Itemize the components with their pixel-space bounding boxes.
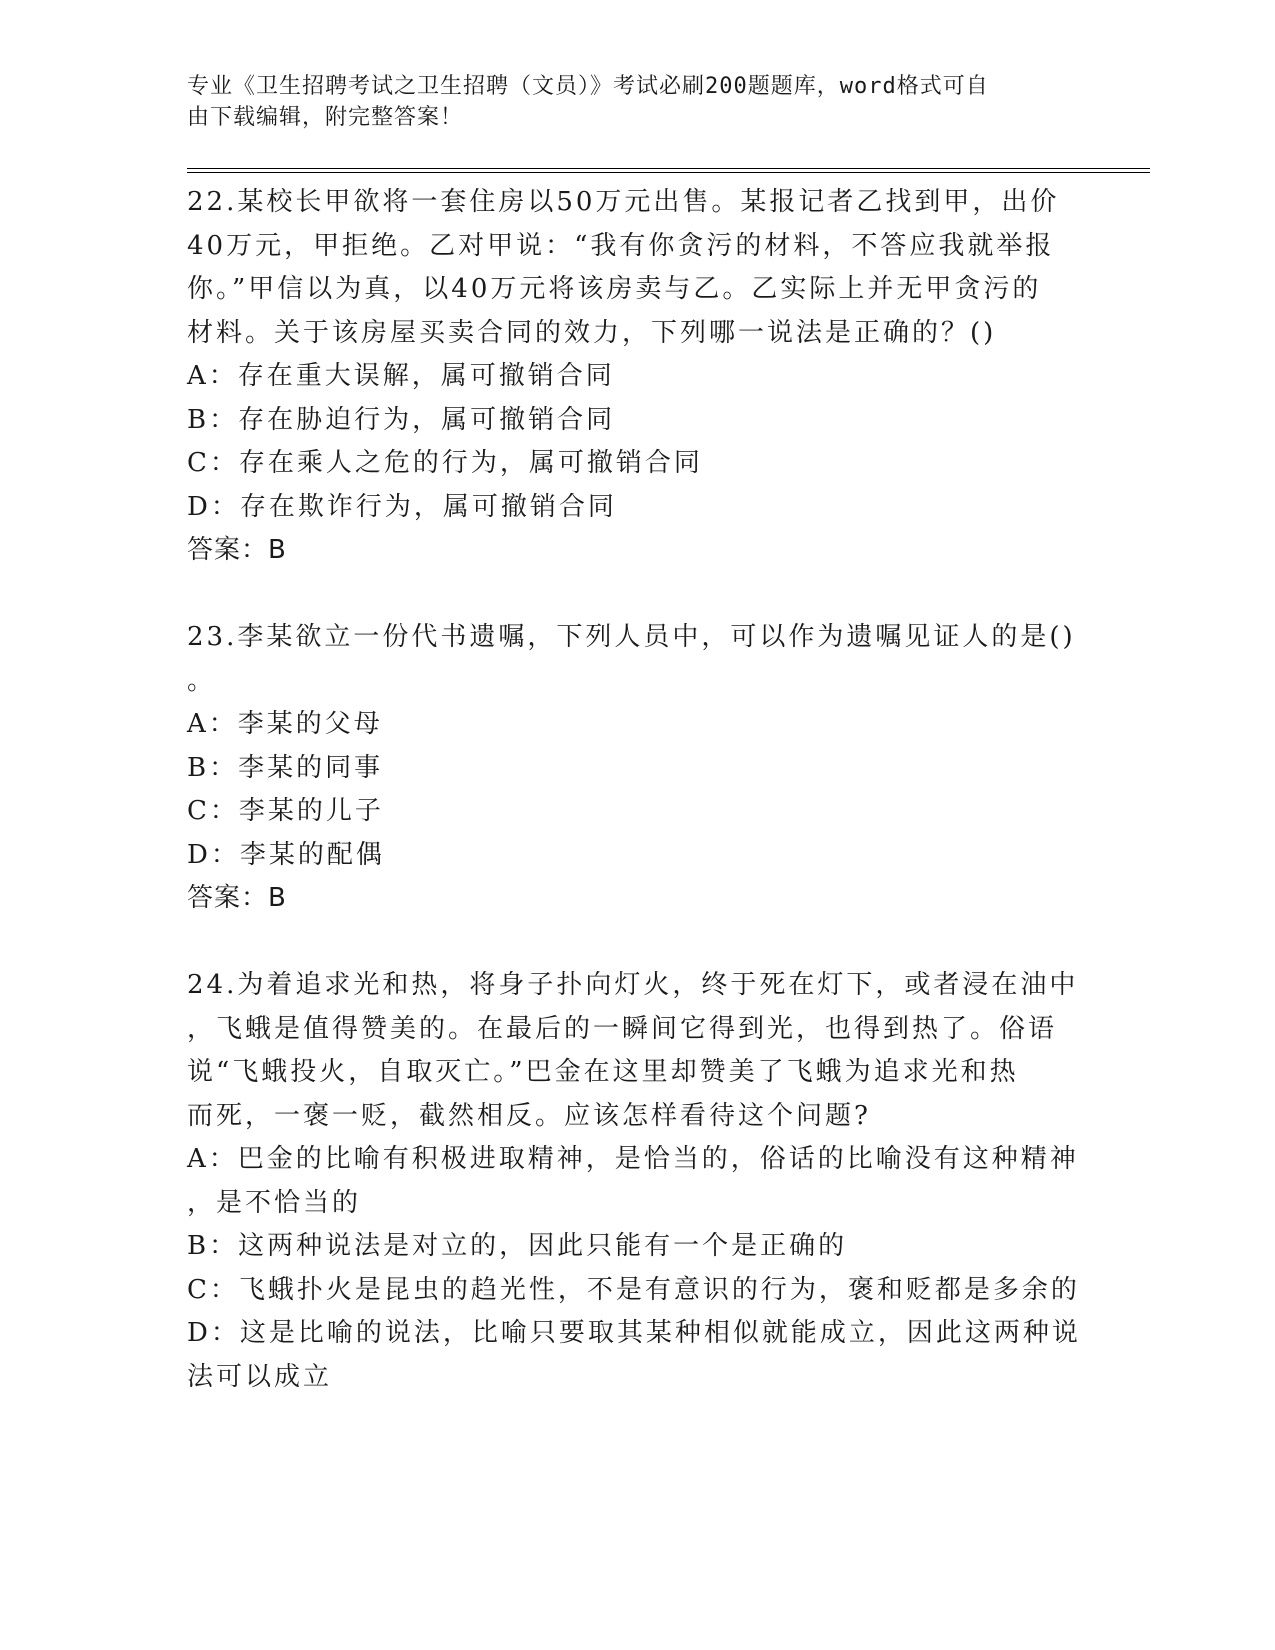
question-stem-line: 材料。关于该房屋买卖合同的效力，下列哪一说法是正确的？() [187, 318, 997, 348]
option-d: D：这是比喻的说法，比喻只要取其某种相似就能成立，因此这两种说 [187, 1318, 1081, 1348]
question-stem-line: 你。”甲信以为真，以40万元将该房卖与乙。乙实际上并无甲贪污的 [187, 274, 1042, 304]
option-d: D：存在欺诈行为，属可撤销合同 [187, 492, 617, 522]
answer-label: 答案：B [187, 535, 287, 565]
option-b: B：存在胁迫行为，属可撤销合同 [187, 405, 616, 435]
question-stem-line: 22.某校长甲欲将一套住房以50万元出售。某报记者乙找到甲，出价 [187, 187, 1060, 217]
question-stem-line: 说“飞蛾投火，自取灭亡。”巴金在这里却赞美了飞蛾为追求光和热 [187, 1057, 1019, 1087]
header-line-1: 专业《卫生招聘考试之卫生招聘（文员）》考试必刷200题题库，word格式可自 [187, 74, 989, 99]
option-c: C：存在乘人之危的行为，属可撤销合同 [187, 448, 703, 478]
question-stem-line: 。 [187, 666, 217, 696]
header-line-2: 由下载编辑，附完整答案！ [187, 105, 464, 130]
option-a: A：巴金的比喻有积极进取精神，是恰当的，俗话的比喻没有这种精神 [187, 1144, 1079, 1174]
answer-label: 答案：B [187, 883, 287, 913]
option-c: C：李某的儿子 [187, 796, 384, 826]
question-stem-line: ，飞蛾是值得赞美的。在最后的一瞬间它得到光，也得到热了。俗语 [187, 1014, 1058, 1044]
option-a: A：李某的父母 [187, 709, 383, 739]
option-d: D：李某的配偶 [187, 840, 385, 870]
question-stem-line: 24.为着追求光和热，将身子扑向灯火，终于死在灯下，或者浸在油中 [187, 970, 1079, 1000]
question-stem-line: 23.李某欲立一份代书遗嘱，下列人员中，可以作为遗嘱见证人的是() [187, 622, 1076, 652]
option-d-continued: 法可以成立 [187, 1362, 333, 1392]
option-a: A：存在重大误解，属可撤销合同 [187, 361, 615, 391]
option-b: B：这两种说法是对立的，因此只能有一个是正确的 [187, 1231, 848, 1261]
option-b: B：李某的同事 [187, 753, 384, 783]
option-c: C：飞蛾扑火是昆虫的趋光性，不是有意识的行为，褒和贬都是多余的 [187, 1275, 1080, 1305]
header-rule-top [187, 168, 1150, 169]
header-rule-bottom [187, 172, 1150, 173]
question-stem-line: 而死，一褒一贬，截然相反。应该怎样看待这个问题? [187, 1101, 871, 1131]
option-a-continued: ，是不恰当的 [187, 1188, 362, 1218]
question-stem-line: 40万元，甲拒绝。乙对甲说：“我有你贪污的材料，不答应我就举报 [187, 231, 1055, 261]
